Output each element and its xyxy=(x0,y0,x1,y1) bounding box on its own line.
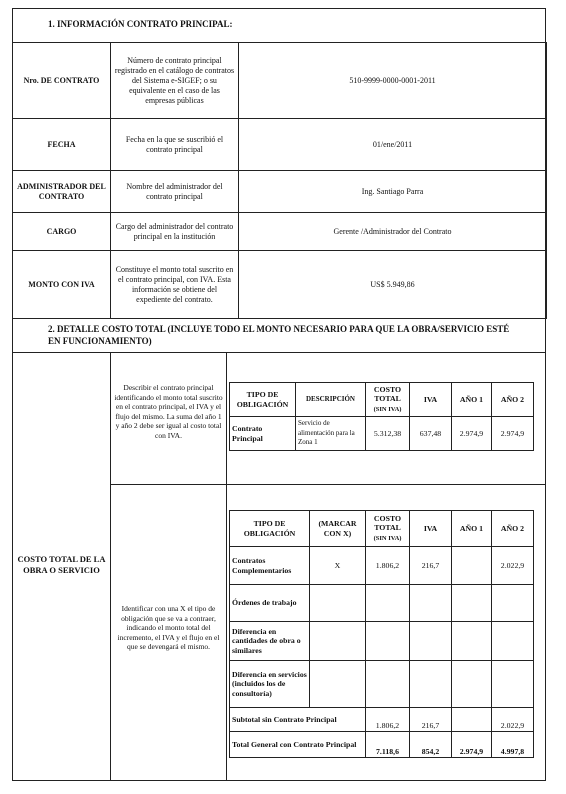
t2-marcar-3[interactable] xyxy=(310,661,366,708)
t2-iva-0: 216,7 xyxy=(410,547,452,585)
t1-anio2: 2.974,9 xyxy=(492,417,534,451)
t2-marcar-2[interactable] xyxy=(310,622,366,661)
t2-marcar-1[interactable] xyxy=(310,585,366,622)
t2-total-label: Total General con Contrato Principal xyxy=(230,732,366,758)
row-admin xyxy=(13,171,547,213)
t2-total-anio1: 2.974,9 xyxy=(452,732,492,758)
t2-subtotal-costo: 1.806,2 xyxy=(366,708,410,732)
t2-anio2-3 xyxy=(492,661,534,708)
table1-data-row xyxy=(230,417,534,451)
admin-desc: Nombre del administrador del contrato principal xyxy=(111,171,239,213)
table1-header-row xyxy=(230,383,534,417)
t2-total-anio2: 4.997,8 xyxy=(492,732,534,758)
principal-contract-table xyxy=(229,382,534,451)
date-label: FECHA xyxy=(13,119,111,171)
t2-anio2-0: 2.022,9 xyxy=(492,547,534,585)
row-date xyxy=(13,119,547,171)
t2-costo-1 xyxy=(366,585,410,622)
costo-row-divider xyxy=(110,484,546,485)
increment-table xyxy=(229,510,534,758)
contract-number-desc: Número de contrato principal registrado en el catálogo de contratos del Sistema e-SIGEF; o su equivalente en el caso de las empresas públicas xyxy=(111,43,239,119)
t2-header-costo xyxy=(366,511,410,547)
contract-info-table xyxy=(12,42,547,319)
row-monto xyxy=(13,251,547,319)
t2-iva-2 xyxy=(410,622,452,661)
costo-label: COSTO TOTAL DE LA OBRA O SERVICIO xyxy=(17,554,106,575)
t1-costo: 5.312,38 xyxy=(366,417,410,451)
t1-header-tipo: TIPO DE OBLIGACIÓN xyxy=(230,383,296,417)
t2-iva-3 xyxy=(410,661,452,708)
table-row xyxy=(230,622,534,661)
row-cargo xyxy=(13,213,547,251)
admin-value: Ing. Santiago Parra xyxy=(239,171,547,213)
t1-header-anio2: AÑO 2 xyxy=(492,383,534,417)
t1-tipo: Contrato Principal xyxy=(230,417,296,451)
t2-total-iva: 854,2 xyxy=(410,732,452,758)
section1-title: 1. INFORMACIÓN CONTRATO PRINCIPAL: xyxy=(48,19,233,29)
t2-costo-0: 1.806,2 xyxy=(366,547,410,585)
table2-header-row xyxy=(230,511,534,547)
t2-header-anio1: AÑO 1 xyxy=(452,511,492,547)
t2-costo-3 xyxy=(366,661,410,708)
t2-tipo-2: Diferencia en cantidades de obra o similares xyxy=(230,622,310,661)
contract-number-value: 510-9999-0000-0001-2011 xyxy=(239,43,547,119)
costo-desc1: Describir el contrato principal identificando el monto total suscrito en el contrato principal, el IVA y el flujo del mismo. La suma del año 1 y año 2 debe ser igual al costo total con IVA. xyxy=(114,383,223,440)
date-value: 01/ene/2011 xyxy=(239,119,547,171)
t2-header-tipo: TIPO DE OBLIGACIÓN xyxy=(230,511,310,547)
subtotal-row xyxy=(230,708,534,732)
t1-anio1: 2.974,9 xyxy=(452,417,492,451)
t2-costo-2 xyxy=(366,622,410,661)
t2-iva-1 xyxy=(410,585,452,622)
t2-anio1-0 xyxy=(452,547,492,585)
t2-marcar-0[interactable]: X xyxy=(310,547,366,585)
t2-total-costo: 7.118,6 xyxy=(366,732,410,758)
table-row xyxy=(230,547,534,585)
t1-descripcion: Servicio de alimentación para la Zona 1 xyxy=(296,417,366,451)
t2-tipo-0: Contratos Complementarios xyxy=(230,547,310,585)
t2-header-marcar: (MARCAR CON X) xyxy=(310,511,366,547)
cargo-desc: Cargo del administrador del contrato principal en la institución xyxy=(111,213,239,251)
t2-header-anio2: AÑO 2 xyxy=(492,511,534,547)
row-contract-number xyxy=(13,43,547,119)
t2-anio2-2 xyxy=(492,622,534,661)
t2-header-costo-sub: (SIN IVA) xyxy=(373,534,402,542)
cargo-label: CARGO xyxy=(13,213,111,251)
t1-header-costo xyxy=(366,383,410,417)
t1-header-anio1: AÑO 1 xyxy=(452,383,492,417)
t1-iva: 637,48 xyxy=(410,417,452,451)
t2-tipo-1: Órdenes de trabajo xyxy=(230,585,310,622)
t2-anio1-2 xyxy=(452,622,492,661)
t2-header-costo-label: COSTO TOTAL xyxy=(373,513,402,533)
table-row xyxy=(230,585,534,622)
t2-subtotal-anio1 xyxy=(452,708,492,732)
t2-tipo-3: Diferencia en servicios (incluidos los de consultoría) xyxy=(230,661,310,708)
t2-subtotal-iva: 216,7 xyxy=(410,708,452,732)
t2-anio1-3 xyxy=(452,661,492,708)
t1-header-costo-sub: (SIN IVA) xyxy=(373,405,402,413)
table-row xyxy=(230,661,534,708)
monto-label: MONTO CON IVA xyxy=(13,251,111,319)
total-row xyxy=(230,732,534,758)
t2-subtotal-anio2: 2.022,9 xyxy=(492,708,534,732)
t1-header-descripcion: DESCRIPCIÓN xyxy=(296,383,366,417)
t2-header-iva: IVA xyxy=(410,511,452,547)
t2-anio1-1 xyxy=(452,585,492,622)
t1-header-costo-label: COSTO TOTAL xyxy=(373,384,402,404)
t2-subtotal-label: Subtotal sin Contrato Principal xyxy=(230,708,366,732)
costo-desc2: Identificar con una X el tipo de obligación que se va a contraer, indicando el monto total del incremento, el IVA y el flujo en el que se devengará el mismo. xyxy=(117,604,220,651)
monto-value: US$ 5.949,86 xyxy=(239,251,547,319)
monto-desc: Constituye el monto total suscrito en el contrato principal, con IVA. Esta información se obtiene del expediente del contrato. xyxy=(111,251,239,319)
t2-anio2-1 xyxy=(492,585,534,622)
cargo-value: Gerente /Administrador del Contrato xyxy=(239,213,547,251)
date-desc: Fecha en la que se suscribió el contrato principal xyxy=(111,119,239,171)
section2-title: 2. DETALLE COSTO TOTAL (INCLUYE TODO EL MONTO NECESARIO PARA QUE LA OBRA/SERVICIO ESTÉ EN FUNCIONAMIENTO) xyxy=(48,324,510,346)
admin-label: ADMINISTRADOR DEL CONTRATO xyxy=(13,171,111,213)
t1-header-iva: IVA xyxy=(410,383,452,417)
contract-number-label: Nro. DE CONTRATO xyxy=(13,43,111,119)
